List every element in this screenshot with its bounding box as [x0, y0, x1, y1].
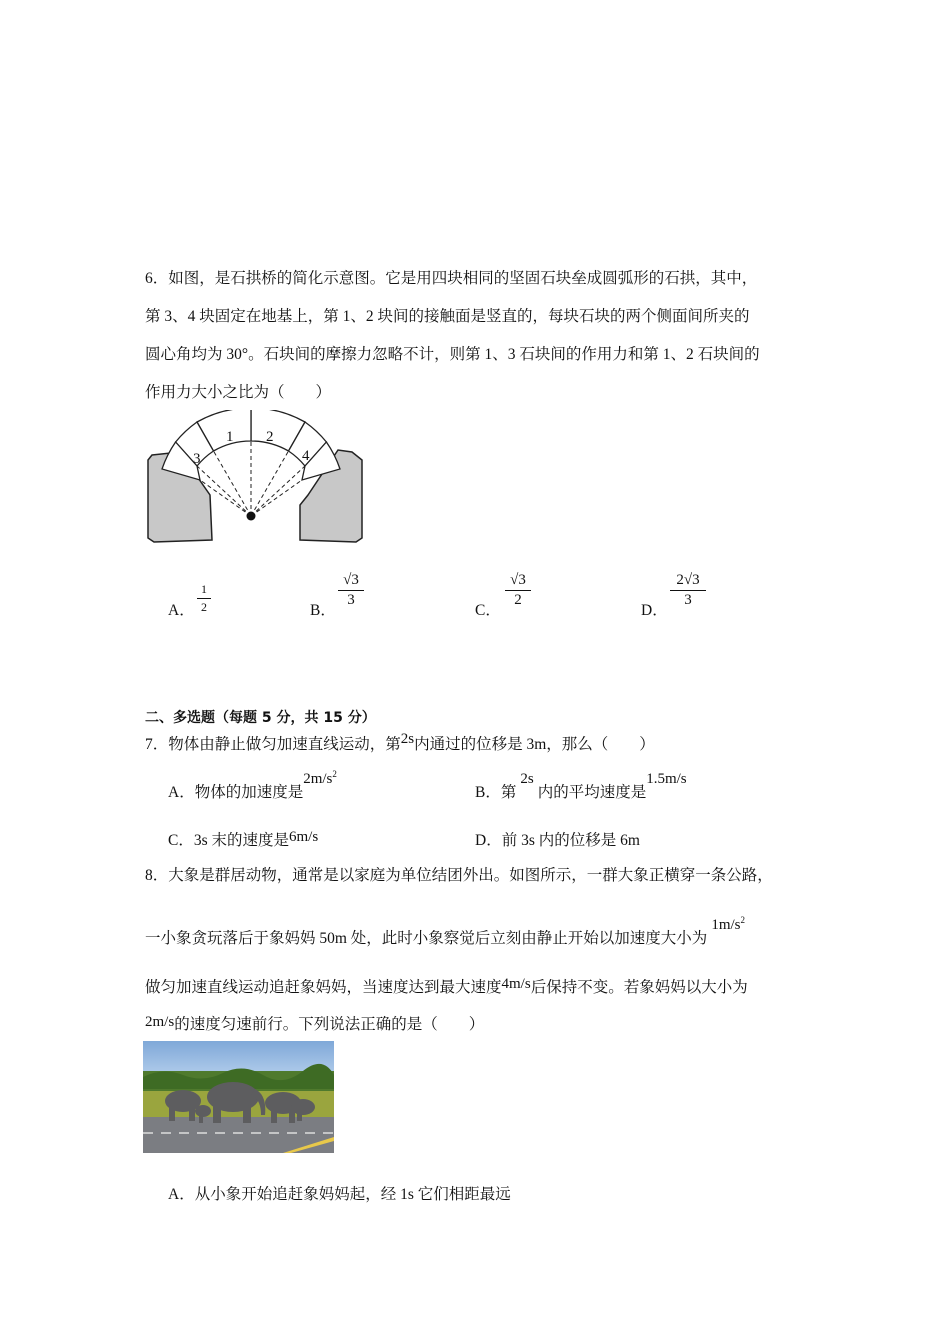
q8-line-4	[145, 1012, 484, 1034]
q8-option-a: A．从小象开始追赶象妈妈起，经 1s 它们相距最远	[168, 1186, 511, 1203]
stone-label-1: 1	[226, 429, 234, 445]
q8-line-3	[145, 975, 748, 997]
q6-option-d-fraction	[670, 572, 706, 609]
q8-line-1: 8．大象是群居动物，通常是以家庭为单位结团外出。如图所示，一群大象正横穿一条公路，	[145, 867, 773, 884]
q6-option-b-fraction	[338, 572, 364, 609]
q6-line-4: 作用力大小之比为（ ）	[145, 384, 332, 401]
section-heading-multiple-choice: 二、多选题（每题 5 分，共 15 分）	[145, 710, 376, 726]
q7-option-b-text-a: B．第	[475, 784, 517, 801]
frac-numerator: √3	[343, 572, 359, 588]
q7-option-a	[168, 769, 337, 802]
q8-line-4-formula: 2m/s	[145, 1014, 175, 1030]
q7-option-a-exponent: 2	[332, 769, 337, 779]
q8-line-3-formula: 4m/s	[501, 976, 531, 992]
frac-denominator: 2	[201, 600, 207, 614]
q6-option-d-label: D．	[641, 602, 668, 619]
q6-option-c-fraction	[505, 572, 531, 609]
q8-line-2-text: 一小象贪玩落后于象妈妈 50m 处，此时小象察觉后立刻由静止开始以加速度大小为	[145, 930, 708, 947]
stone-label-2: 2	[266, 429, 274, 445]
q6-option-c-label: C．	[475, 602, 501, 619]
q7-option-c	[168, 828, 318, 850]
frac-denominator: 3	[684, 592, 692, 608]
q7-stem-text-b: 内通过的位移是 3m，那么（ ）	[414, 736, 655, 753]
q8-line-2	[145, 915, 745, 948]
q6-line-3: 圆心角均为 30°。石块间的摩擦力忽略不计，则第 1、3 石块间的作用力和第 1、2 石块间的	[145, 346, 760, 363]
radius-lines	[197, 441, 305, 516]
q8-line-2-exponent: 2	[740, 915, 745, 925]
stone-arch-figure	[140, 410, 370, 550]
q6-option-b-label: B．	[310, 602, 336, 619]
elephant-crossing-photo	[143, 1041, 334, 1153]
q7-option-b	[475, 771, 687, 802]
q8-line-2-formula: 1m/s	[711, 917, 741, 933]
q7-option-b-formula-2: 1.5m/s	[646, 771, 687, 787]
frac-denominator: 2	[514, 592, 522, 608]
q7-stem	[145, 732, 655, 754]
frac-numerator: 2√3	[676, 572, 700, 588]
frac-numerator: 1	[201, 582, 207, 596]
stone-label-3: 3	[193, 451, 201, 467]
q6-option-a-fraction	[197, 582, 211, 615]
q8-line-4-text: 的速度匀速前行。下列说法正确的是（ ）	[174, 1016, 485, 1033]
stone-label-4: 4	[302, 448, 310, 464]
frac-denominator: 3	[347, 592, 355, 608]
q7-option-b-formula: 2s	[520, 771, 534, 787]
q6-line-2: 第 3、4 块固定在地基上，第 1、2 块间的接触面是竖直的，每块石块的两个侧面间所夹的	[145, 308, 750, 325]
q7-option-d: D．前 3s 内的位移是 6m	[475, 832, 640, 849]
q7-option-a-formula: 2m/s	[303, 771, 333, 787]
q7-option-a-text: A．物体的加速度是	[168, 784, 304, 801]
q7-option-c-formula: 6m/s	[289, 829, 319, 845]
q8-line-3-text-a: 做匀加速直线运动追赶象妈妈，当速度达到最大速度	[145, 979, 502, 996]
q8-line-3-text-b: 后保持不变。若象妈妈以大小为	[530, 979, 748, 996]
q7-stem-formula: 2s	[400, 731, 415, 747]
q7-option-b-text-b: 内的平均速度是	[537, 784, 647, 801]
q6-line-1: 6．如图，是石拱桥的简化示意图。它是用四块相同的坚固石块垒成圆弧形的石拱，其中，	[145, 270, 758, 287]
q7-option-c-text: C．3s 末的速度是	[168, 832, 289, 849]
frac-numerator: √3	[510, 572, 526, 588]
q7-stem-text-a: 7．物体由静止做匀加速直线运动，第	[145, 736, 401, 753]
arch-center-point	[247, 512, 256, 521]
q6-option-a-label: A．	[168, 602, 195, 619]
